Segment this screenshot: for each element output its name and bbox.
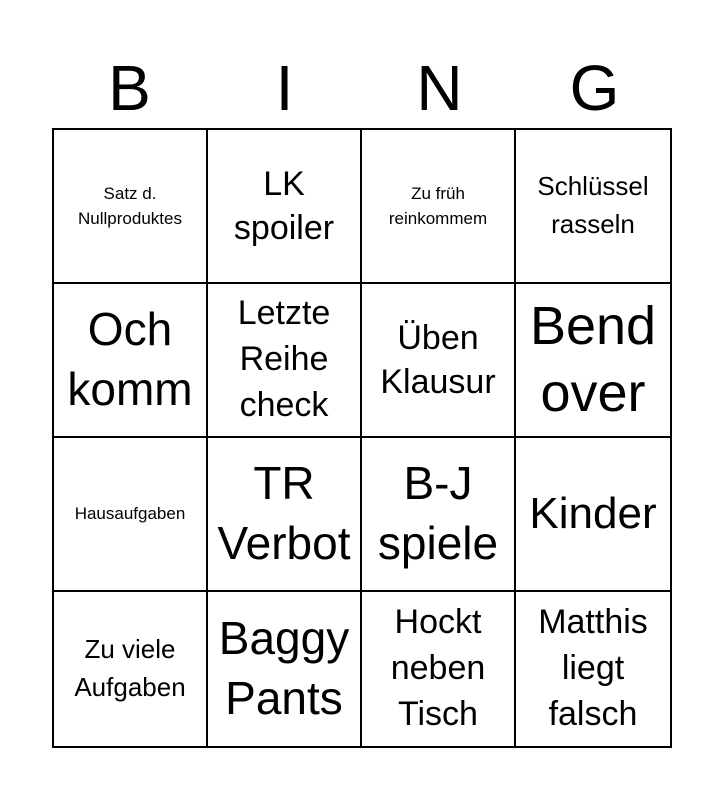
cell-text-line: falsch [548, 694, 638, 733]
cell-text-line: Verbot [217, 517, 351, 569]
bingo-cell[interactable] [362, 130, 516, 284]
bingo-cell[interactable] [516, 592, 670, 746]
cell-text-line: spoiler [233, 209, 335, 247]
cell-text-line: Baggy [218, 612, 350, 665]
cell-text-line: Tisch [398, 694, 478, 733]
cell-text-line: Kinder [529, 488, 657, 538]
bingo-cell[interactable] [208, 592, 362, 746]
bingo-cell[interactable] [362, 284, 516, 438]
header-letter-b: B [108, 52, 151, 124]
cell-text-line: rasseln [551, 209, 635, 239]
header-letter-g: G [569, 52, 620, 124]
cell-text-line: reinkommem [388, 209, 488, 228]
cell-text-line: Reihe [239, 340, 329, 379]
cell-text-line: liegt [561, 649, 625, 688]
bingo-header [52, 52, 672, 124]
bingo-board [52, 128, 672, 748]
bingo-cell[interactable] [208, 284, 362, 438]
cell-text-line: komm [67, 363, 193, 415]
header-letter-i: I [275, 52, 294, 124]
cell-text-line: Satz d. [103, 183, 157, 203]
cell-text-line: Hausaufgaben [74, 504, 186, 524]
cell-text-line: Bend [529, 295, 657, 356]
cell-text-line: neben [390, 649, 486, 688]
cell-text-line: Letzte [237, 294, 331, 333]
cell-text-line: Aufgaben [74, 672, 186, 702]
bingo-cell[interactable] [54, 130, 208, 284]
bingo-cell[interactable] [362, 438, 516, 592]
bingo-cell[interactable] [54, 438, 208, 592]
cell-text-line: Schlüssel [537, 171, 649, 202]
bingo-cell[interactable] [516, 438, 670, 592]
cell-text-line: TR [253, 457, 315, 510]
cell-text-line: Üben [397, 318, 479, 357]
cell-text-line: Hockt [394, 603, 482, 642]
bingo-cell[interactable] [516, 130, 670, 284]
cell-text-line: Och [87, 303, 173, 356]
bingo-cell[interactable] [208, 130, 362, 284]
cell-text-line: Nullproduktes [78, 209, 182, 228]
bingo-cell[interactable] [54, 284, 208, 438]
cell-text-line: Klausur [380, 363, 496, 401]
cell-text-line: check [239, 385, 329, 424]
cell-text-line: LK [263, 164, 305, 203]
bingo-cell[interactable] [516, 284, 670, 438]
cell-text-line: over [540, 363, 646, 423]
cell-text-line: B-J [403, 457, 473, 510]
bingo-cell[interactable] [54, 592, 208, 746]
bingo-cell[interactable] [362, 592, 516, 746]
cell-text-line: Zu früh [411, 183, 465, 203]
bingo-cell[interactable] [208, 438, 362, 592]
header-letter-n: N [416, 52, 463, 124]
cell-text-line: Matthis [538, 603, 648, 642]
cell-text-line: Zu viele [84, 634, 176, 665]
cell-text-line: spiele [377, 517, 499, 569]
cell-text-line: Pants [225, 672, 343, 724]
